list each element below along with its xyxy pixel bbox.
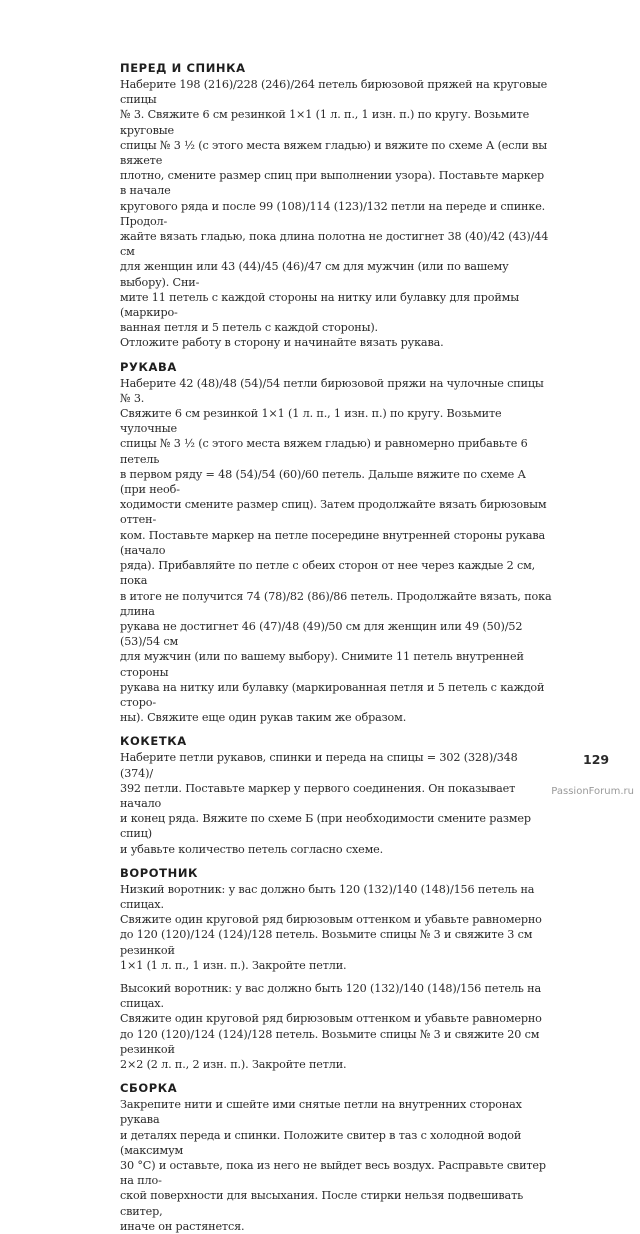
section-heading: СБОРКА: [120, 1081, 178, 1096]
page-number: 129: [583, 752, 610, 767]
page-content: [120, 61, 552, 1234]
section-paragraph-high-collar: Высокий воротник: у вас должно быть 120 (132)/140 (148)/156 петель на спицах. Свяжите один круговой ряд бирюзовым оттенком и убавьте равномерно до 120 (120)/124 (124)/128 петель. Возьмите спицы № 3 и свяжите 20 см резинкой 2×2 (2 л. п., 2 изн. п.). Закройте петли.: [120, 981, 542, 1071]
section-paragraph: Наберите 42 (48)/48 (54)/54 петли бирюзовой пряжи на чулочные спицы № 3. Свяжите 6 см резинкой 1×1 (1 л. п., 1 изн. п.) по кругу. Возьмите чулочные спицы № 3 ½ (с этого места вяжем гладью) и равномерно прибавьте 6 петель в первом ряду = 48 (54)/54 (60)/60 петель. Дальше вяжите по схеме А (при необ- ходимости смените размер спиц). Затем продолжайте вязать бирюзовым оттен- ком. Поставьте маркер на петле посередине внутренней стороны рукава (начало ряда). Прибавляйте по петле с обеих сторон от нее через каждые 2 см, пока в итоге не получится 74 (78)/82 (86)/86 петель. Продолжайте вязать, пока длина рукава не достигнет 46 (47)/48 (49)/50 см для женщин или 49 (50)/52 (53)/54 см для мужчин (или по вашему выбору). Снимите 11 петель внутренней стороны рукава на нитку или булавку (маркированная петля и 5 петель с каждой сторо- ны). Свяжите еще один рукав таким же образом.: [120, 376, 552, 725]
section-front-back: [120, 61, 552, 351]
section-heading: ВОРОТНИК: [120, 865, 199, 880]
section-paragraph: Наберите 198 (216)/228 (246)/264 петель бирюзовой пряжей на круговые спицы № 3. Свяжите 6 см резинкой 1×1 (1 л. п., 1 изн. п.) по кругу. Возьмите круговые спицы № 3 ½ (с этого места вяжем гладью) и вяжите по схеме А (если вы вяжете плотно, смените размер спиц при выполнении узора). Поставьте маркер в начале кругового ряда и после 99 (108)/114 (123)/132 петли на переде и спинке. Продол- жайте вязать гладью, пока длина полотна не достигнет 38 (40)/42 (43)/44 см для женщин или 43 (44)/45 (46)/47 см для мужчин (или по вашему выбору). Сни- мите 11 петель с каждой стороны на нитку или булавку для проймы (маркиро- ванная петля и 5 петель с каждой стороны). Отложите работу в сторону и начинайте вязать рукава.: [120, 78, 549, 350]
section-heading: ПЕРЕД И СПИНКА: [120, 61, 246, 75]
section-heading: КОКЕТКА: [120, 734, 187, 749]
section-paragraph-low-collar: Низкий воротник: у вас должно быть 120 (132)/140 (148)/156 петель на спицах. Свяжите один круговой ряд бирюзовым оттенком и убавьте равномерно до 120 (120)/124 (124)/128 петель. Возьмите спицы № 3 и свяжите 3 см резинкой 1×1 (1 л. п., 1 изн. п.). Закройте петли.: [120, 882, 542, 972]
section-sleeves: [120, 360, 552, 726]
section-paragraph: Закрепите нити и сшейте ими снятые петли на внутренних сторонах рукава и деталях переда и спинки. Положите свитер в таз с холодной водой (максимум 30 °C) и оставьте, пока из него не выйдет весь воздух. Расправьте свитер на пло- ской поверхности для высыхания. После стирки нельзя подвешивать свитер, иначе он растянется.: [120, 1098, 546, 1233]
section-paragraph: Наберите петли рукавов, спинки и переда на спицы = 302 (328)/348 (374)/ 392 петли. Поставьте маркер у первого соединения. Он показывает начало и конец ряда. Вяжите по схеме Б (при необходимости смените размер спиц) и убавьте количество петель согласно схеме.: [120, 751, 531, 856]
watermark: PassionForum.ru: [551, 786, 634, 797]
section-collar: [120, 866, 552, 1072]
section-assembly: [120, 1081, 552, 1234]
section-yoke: [120, 734, 552, 856]
section-heading: РУКАВА: [120, 359, 177, 374]
